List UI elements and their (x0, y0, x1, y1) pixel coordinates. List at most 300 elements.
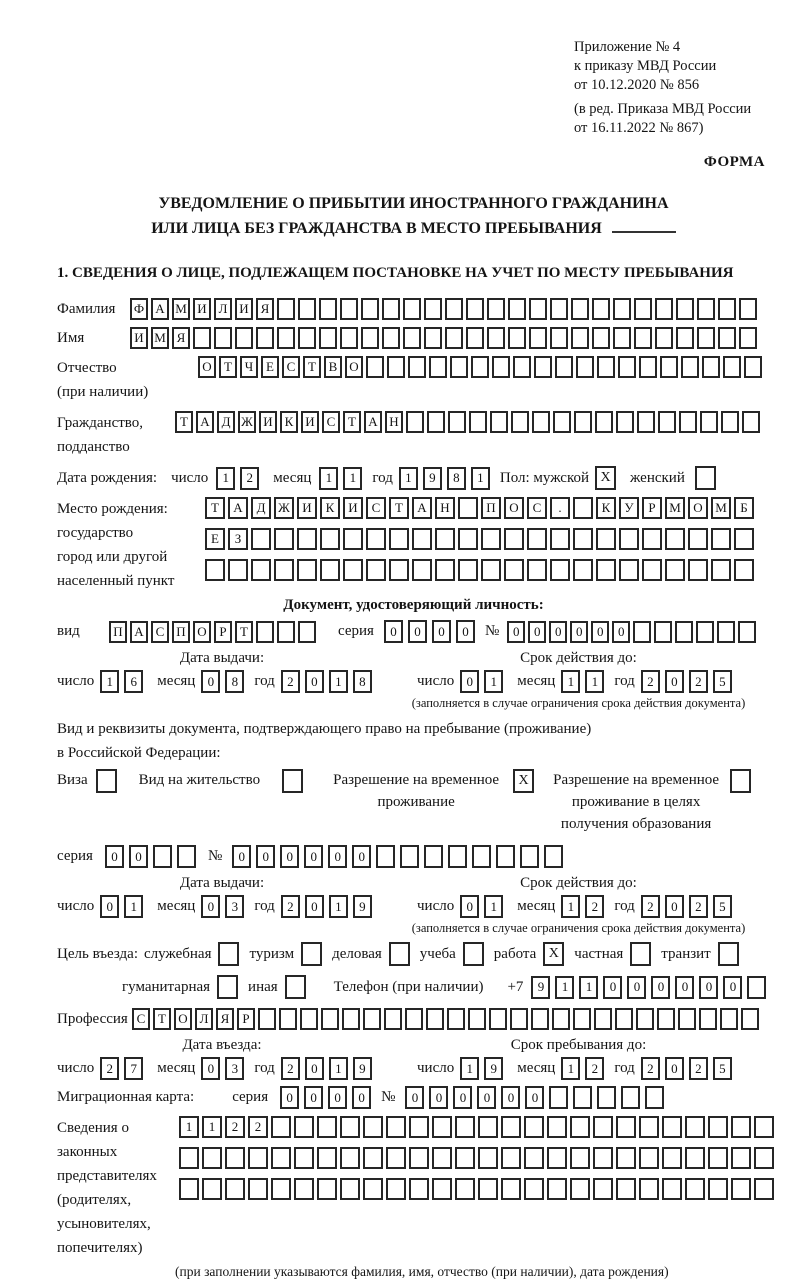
char-cell[interactable]: П (172, 621, 190, 643)
char-cell[interactable] (574, 411, 592, 433)
char-cell[interactable]: 1 (561, 895, 580, 918)
char-cell[interactable]: 7 (124, 1057, 143, 1080)
char-cell[interactable]: 0 (627, 976, 646, 999)
char-cell[interactable]: 9 (353, 895, 372, 918)
char-cell[interactable] (427, 411, 445, 433)
char-cell[interactable]: Т (153, 1008, 171, 1030)
char-cell[interactable] (340, 298, 358, 320)
char-cell[interactable] (616, 1147, 636, 1169)
char-cell[interactable]: 0 (304, 1086, 323, 1109)
char-cell[interactable] (613, 327, 631, 349)
char-cell[interactable]: О (174, 1008, 192, 1030)
char-cell[interactable] (179, 1178, 199, 1200)
char-cell[interactable]: 0 (665, 895, 684, 918)
char-cell[interactable]: Р (214, 621, 232, 643)
char-cell[interactable] (448, 411, 466, 433)
temp-residence-edu-checkbox[interactable] (730, 769, 751, 793)
char-cell[interactable] (633, 621, 651, 643)
char-cell[interactable] (513, 356, 531, 378)
char-cell[interactable] (699, 1008, 717, 1030)
char-cell[interactable]: Ф (130, 298, 148, 320)
char-cell[interactable] (619, 559, 639, 581)
char-cell[interactable] (754, 1116, 774, 1138)
char-cell[interactable] (681, 356, 699, 378)
char-cell[interactable]: Б (734, 497, 754, 519)
char-cell[interactable] (429, 356, 447, 378)
char-cell[interactable] (508, 298, 526, 320)
char-cell[interactable] (342, 1008, 360, 1030)
char-cell[interactable]: 9 (353, 1057, 372, 1080)
char-cell[interactable] (547, 1178, 567, 1200)
char-cell[interactable] (596, 528, 616, 550)
char-cell[interactable] (274, 559, 294, 581)
char-cell[interactable]: Я (172, 327, 190, 349)
char-cell[interactable]: 0 (477, 1086, 496, 1109)
char-cell[interactable] (501, 1147, 521, 1169)
char-cell[interactable] (654, 621, 672, 643)
char-cell[interactable]: Т (343, 411, 361, 433)
char-cell[interactable]: 3 (225, 895, 244, 918)
char-cell[interactable] (593, 1178, 613, 1200)
char-cell[interactable] (448, 845, 467, 868)
char-cell[interactable]: 0 (665, 1057, 684, 1080)
char-cell[interactable]: . (550, 497, 570, 519)
char-cell[interactable] (235, 327, 253, 349)
char-cell[interactable] (662, 1147, 682, 1169)
char-cell[interactable]: 0 (460, 670, 479, 693)
char-cell[interactable] (642, 528, 662, 550)
char-cell[interactable]: 1 (329, 895, 348, 918)
char-cell[interactable] (708, 1147, 728, 1169)
char-cell[interactable] (742, 411, 760, 433)
char-cell[interactable] (382, 298, 400, 320)
char-cell[interactable]: 1 (329, 1057, 348, 1080)
char-cell[interactable] (445, 298, 463, 320)
char-cell[interactable]: 0 (408, 620, 427, 643)
char-cell[interactable]: 9 (423, 467, 442, 490)
char-cell[interactable]: Т (389, 497, 409, 519)
char-cell[interactable]: С (366, 497, 386, 519)
char-cell[interactable]: 0 (100, 895, 119, 918)
char-cell[interactable] (529, 298, 547, 320)
char-cell[interactable] (202, 1147, 222, 1169)
char-cell[interactable]: 0 (328, 1086, 347, 1109)
char-cell[interactable] (317, 1116, 337, 1138)
char-cell[interactable]: Т (235, 621, 253, 643)
char-cell[interactable]: 0 (305, 1057, 324, 1080)
char-cell[interactable] (573, 497, 593, 519)
char-cell[interactable]: 0 (305, 895, 324, 918)
char-cell[interactable] (549, 1086, 568, 1109)
char-cell[interactable] (271, 1116, 291, 1138)
char-cell[interactable] (645, 1086, 664, 1109)
char-cell[interactable] (432, 1116, 452, 1138)
char-cell[interactable] (320, 528, 340, 550)
char-cell[interactable]: 2 (281, 1057, 300, 1080)
char-cell[interactable] (594, 1008, 612, 1030)
char-cell[interactable] (408, 356, 426, 378)
char-cell[interactable]: 0 (429, 1086, 448, 1109)
char-cell[interactable] (504, 559, 524, 581)
char-cell[interactable] (277, 621, 295, 643)
char-cell[interactable] (424, 298, 442, 320)
char-cell[interactable] (547, 1147, 567, 1169)
char-cell[interactable] (450, 356, 468, 378)
char-cell[interactable]: Д (217, 411, 235, 433)
char-cell[interactable]: Р (237, 1008, 255, 1030)
char-cell[interactable]: И (259, 411, 277, 433)
char-cell[interactable]: 0 (525, 1086, 544, 1109)
char-cell[interactable] (205, 559, 225, 581)
char-cell[interactable] (277, 327, 295, 349)
char-cell[interactable] (363, 1116, 383, 1138)
char-cell[interactable] (298, 327, 316, 349)
char-cell[interactable]: 0 (570, 621, 588, 643)
char-cell[interactable] (553, 411, 571, 433)
char-cell[interactable]: 2 (689, 1057, 708, 1080)
char-cell[interactable] (639, 1147, 659, 1169)
char-cell[interactable] (406, 411, 424, 433)
char-cell[interactable] (466, 298, 484, 320)
char-cell[interactable] (382, 327, 400, 349)
char-cell[interactable] (389, 559, 409, 581)
char-cell[interactable]: 9 (484, 1057, 503, 1080)
char-cell[interactable] (478, 1116, 498, 1138)
char-cell[interactable] (458, 559, 478, 581)
char-cell[interactable] (754, 1178, 774, 1200)
char-cell[interactable]: 2 (225, 1116, 245, 1138)
char-cell[interactable]: 0 (603, 976, 622, 999)
char-cell[interactable] (277, 298, 295, 320)
char-cell[interactable]: И (343, 497, 363, 519)
char-cell[interactable]: 0 (675, 976, 694, 999)
char-cell[interactable] (424, 327, 442, 349)
char-cell[interactable]: 2 (689, 895, 708, 918)
char-cell[interactable]: 1 (124, 895, 143, 918)
char-cell[interactable] (317, 1178, 337, 1200)
char-cell[interactable] (634, 327, 652, 349)
char-cell[interactable] (366, 528, 386, 550)
purpose-option-2-checkbox[interactable] (301, 942, 322, 966)
char-cell[interactable] (319, 327, 337, 349)
char-cell[interactable] (271, 1178, 291, 1200)
char-cell[interactable]: 0 (651, 976, 670, 999)
char-cell[interactable] (662, 1178, 682, 1200)
char-cell[interactable] (527, 559, 547, 581)
char-cell[interactable]: 0 (699, 976, 718, 999)
purpose-option-6-checkbox[interactable] (630, 942, 651, 966)
char-cell[interactable] (321, 1008, 339, 1030)
char-cell[interactable] (734, 528, 754, 550)
char-cell[interactable] (616, 1116, 636, 1138)
purpose-option-3-checkbox[interactable] (389, 942, 410, 966)
char-cell[interactable] (739, 298, 757, 320)
char-cell[interactable] (435, 528, 455, 550)
char-cell[interactable]: 2 (281, 895, 300, 918)
char-cell[interactable] (754, 1147, 774, 1169)
char-cell[interactable] (676, 298, 694, 320)
char-cell[interactable] (744, 356, 762, 378)
char-cell[interactable] (527, 528, 547, 550)
char-cell[interactable] (718, 298, 736, 320)
char-cell[interactable]: Ж (238, 411, 256, 433)
char-cell[interactable] (688, 559, 708, 581)
char-cell[interactable]: 0 (549, 621, 567, 643)
char-cell[interactable]: 0 (460, 895, 479, 918)
char-cell[interactable]: Л (214, 298, 232, 320)
char-cell[interactable]: 2 (641, 670, 660, 693)
char-cell[interactable]: И (130, 327, 148, 349)
char-cell[interactable]: 2 (248, 1116, 268, 1138)
char-cell[interactable]: 2 (689, 670, 708, 693)
char-cell[interactable] (458, 497, 478, 519)
char-cell[interactable]: Т (219, 356, 237, 378)
char-cell[interactable] (202, 1178, 222, 1200)
char-cell[interactable] (386, 1178, 406, 1200)
char-cell[interactable] (256, 327, 274, 349)
char-cell[interactable] (675, 621, 693, 643)
char-cell[interactable] (696, 621, 714, 643)
char-cell[interactable]: М (665, 497, 685, 519)
char-cell[interactable]: Р (642, 497, 662, 519)
char-cell[interactable] (455, 1116, 475, 1138)
char-cell[interactable]: 1 (319, 467, 338, 490)
temp-residence-checkbox[interactable]: X (513, 769, 534, 793)
char-cell[interactable] (573, 1008, 591, 1030)
char-cell[interactable] (711, 528, 731, 550)
char-cell[interactable] (524, 1116, 544, 1138)
char-cell[interactable]: 0 (456, 620, 475, 643)
char-cell[interactable] (510, 1008, 528, 1030)
purpose-option-5-checkbox[interactable]: X (543, 942, 564, 966)
char-cell[interactable] (688, 528, 708, 550)
char-cell[interactable] (340, 1147, 360, 1169)
char-cell[interactable] (458, 528, 478, 550)
char-cell[interactable]: 0 (201, 895, 220, 918)
char-cell[interactable] (412, 528, 432, 550)
char-cell[interactable] (708, 1178, 728, 1200)
char-cell[interactable] (573, 1086, 592, 1109)
char-cell[interactable] (552, 1008, 570, 1030)
char-cell[interactable] (573, 528, 593, 550)
char-cell[interactable] (193, 327, 211, 349)
char-cell[interactable]: 0 (405, 1086, 424, 1109)
char-cell[interactable]: О (345, 356, 363, 378)
char-cell[interactable] (734, 559, 754, 581)
char-cell[interactable] (570, 1147, 590, 1169)
char-cell[interactable] (340, 327, 358, 349)
char-cell[interactable] (573, 559, 593, 581)
char-cell[interactable] (489, 1008, 507, 1030)
char-cell[interactable] (298, 298, 316, 320)
char-cell[interactable] (363, 1008, 381, 1030)
char-cell[interactable]: Д (251, 497, 271, 519)
char-cell[interactable]: С (527, 497, 547, 519)
char-cell[interactable]: 0 (256, 845, 275, 868)
char-cell[interactable] (271, 1147, 291, 1169)
char-cell[interactable] (550, 528, 570, 550)
char-cell[interactable]: А (130, 621, 148, 643)
char-cell[interactable]: М (151, 327, 169, 349)
char-cell[interactable]: 0 (507, 621, 525, 643)
char-cell[interactable] (685, 1147, 705, 1169)
char-cell[interactable]: 8 (353, 670, 372, 693)
char-cell[interactable] (320, 559, 340, 581)
char-cell[interactable] (720, 1008, 738, 1030)
char-cell[interactable] (547, 1116, 567, 1138)
char-cell[interactable]: К (596, 497, 616, 519)
char-cell[interactable]: 6 (124, 670, 143, 693)
char-cell[interactable] (550, 559, 570, 581)
char-cell[interactable] (636, 1008, 654, 1030)
char-cell[interactable]: 1 (579, 976, 598, 999)
char-cell[interactable] (432, 1178, 452, 1200)
char-cell[interactable]: 0 (280, 845, 299, 868)
char-cell[interactable] (678, 1008, 696, 1030)
char-cell[interactable]: 0 (432, 620, 451, 643)
char-cell[interactable]: Ж (274, 497, 294, 519)
char-cell[interactable] (621, 1086, 640, 1109)
char-cell[interactable] (343, 559, 363, 581)
char-cell[interactable] (576, 356, 594, 378)
char-cell[interactable] (685, 1116, 705, 1138)
char-cell[interactable] (258, 1008, 276, 1030)
char-cell[interactable] (747, 976, 766, 999)
char-cell[interactable]: 1 (484, 895, 503, 918)
char-cell[interactable] (445, 327, 463, 349)
char-cell[interactable]: А (151, 298, 169, 320)
char-cell[interactable] (389, 528, 409, 550)
char-cell[interactable] (153, 845, 172, 868)
char-cell[interactable] (424, 845, 443, 868)
char-cell[interactable] (294, 1178, 314, 1200)
char-cell[interactable] (251, 559, 271, 581)
char-cell[interactable]: Ч (240, 356, 258, 378)
char-cell[interactable] (361, 327, 379, 349)
char-cell[interactable]: А (228, 497, 248, 519)
char-cell[interactable]: 0 (352, 845, 371, 868)
char-cell[interactable]: Т (205, 497, 225, 519)
char-cell[interactable] (403, 327, 421, 349)
char-cell[interactable] (214, 327, 232, 349)
char-cell[interactable]: А (364, 411, 382, 433)
char-cell[interactable] (225, 1178, 245, 1200)
char-cell[interactable]: 0 (501, 1086, 520, 1109)
char-cell[interactable]: 5 (713, 1057, 732, 1080)
char-cell[interactable]: 0 (201, 1057, 220, 1080)
char-cell[interactable]: 2 (240, 467, 259, 490)
visa-checkbox[interactable] (96, 769, 117, 793)
char-cell[interactable]: О (198, 356, 216, 378)
char-cell[interactable] (455, 1178, 475, 1200)
char-cell[interactable] (665, 559, 685, 581)
char-cell[interactable] (660, 356, 678, 378)
char-cell[interactable]: С (282, 356, 300, 378)
char-cell[interactable] (466, 327, 484, 349)
char-cell[interactable]: О (688, 497, 708, 519)
char-cell[interactable] (481, 528, 501, 550)
char-cell[interactable]: 2 (641, 1057, 660, 1080)
char-cell[interactable] (409, 1116, 429, 1138)
char-cell[interactable] (544, 845, 563, 868)
char-cell[interactable] (685, 1178, 705, 1200)
char-cell[interactable] (697, 327, 715, 349)
char-cell[interactable] (279, 1008, 297, 1030)
char-cell[interactable] (524, 1178, 544, 1200)
char-cell[interactable]: 0 (591, 621, 609, 643)
char-cell[interactable] (616, 411, 634, 433)
char-cell[interactable]: 2 (641, 895, 660, 918)
char-cell[interactable] (520, 845, 539, 868)
char-cell[interactable] (739, 327, 757, 349)
char-cell[interactable] (501, 1116, 521, 1138)
char-cell[interactable] (613, 298, 631, 320)
char-cell[interactable] (228, 559, 248, 581)
char-cell[interactable] (637, 411, 655, 433)
char-cell[interactable] (592, 327, 610, 349)
char-cell[interactable] (511, 411, 529, 433)
char-cell[interactable] (340, 1116, 360, 1138)
char-cell[interactable]: И (235, 298, 253, 320)
char-cell[interactable] (386, 1147, 406, 1169)
char-cell[interactable]: А (196, 411, 214, 433)
char-cell[interactable]: 1 (555, 976, 574, 999)
char-cell[interactable]: Т (175, 411, 193, 433)
char-cell[interactable] (570, 1116, 590, 1138)
char-cell[interactable]: 3 (225, 1057, 244, 1080)
char-cell[interactable] (387, 356, 405, 378)
char-cell[interactable] (432, 1147, 452, 1169)
char-cell[interactable] (639, 1178, 659, 1200)
char-cell[interactable] (496, 845, 515, 868)
char-cell[interactable]: 0 (304, 845, 323, 868)
char-cell[interactable] (616, 1178, 636, 1200)
char-cell[interactable] (490, 411, 508, 433)
char-cell[interactable] (471, 356, 489, 378)
char-cell[interactable]: 1 (484, 670, 503, 693)
char-cell[interactable] (550, 298, 568, 320)
char-cell[interactable]: О (504, 497, 524, 519)
char-cell[interactable]: 2 (281, 670, 300, 693)
char-cell[interactable]: 0 (723, 976, 742, 999)
char-cell[interactable] (386, 1116, 406, 1138)
char-cell[interactable] (571, 298, 589, 320)
char-cell[interactable]: 2 (585, 1057, 604, 1080)
char-cell[interactable] (619, 528, 639, 550)
char-cell[interactable]: С (151, 621, 169, 643)
char-cell[interactable] (700, 411, 718, 433)
char-cell[interactable] (731, 1178, 751, 1200)
char-cell[interactable]: Л (195, 1008, 213, 1030)
char-cell[interactable]: С (322, 411, 340, 433)
char-cell[interactable]: А (412, 497, 432, 519)
char-cell[interactable] (405, 1008, 423, 1030)
char-cell[interactable]: 0 (105, 845, 124, 868)
char-cell[interactable]: Т (303, 356, 321, 378)
char-cell[interactable]: 0 (305, 670, 324, 693)
char-cell[interactable] (343, 528, 363, 550)
char-cell[interactable] (412, 559, 432, 581)
char-cell[interactable] (708, 1116, 728, 1138)
char-cell[interactable]: 1 (100, 670, 119, 693)
char-cell[interactable]: 1 (561, 670, 580, 693)
char-cell[interactable]: О (193, 621, 211, 643)
purpose-other-checkbox[interactable] (285, 975, 306, 999)
char-cell[interactable] (570, 1178, 590, 1200)
char-cell[interactable]: И (301, 411, 319, 433)
char-cell[interactable] (455, 1147, 475, 1169)
char-cell[interactable]: Н (435, 497, 455, 519)
